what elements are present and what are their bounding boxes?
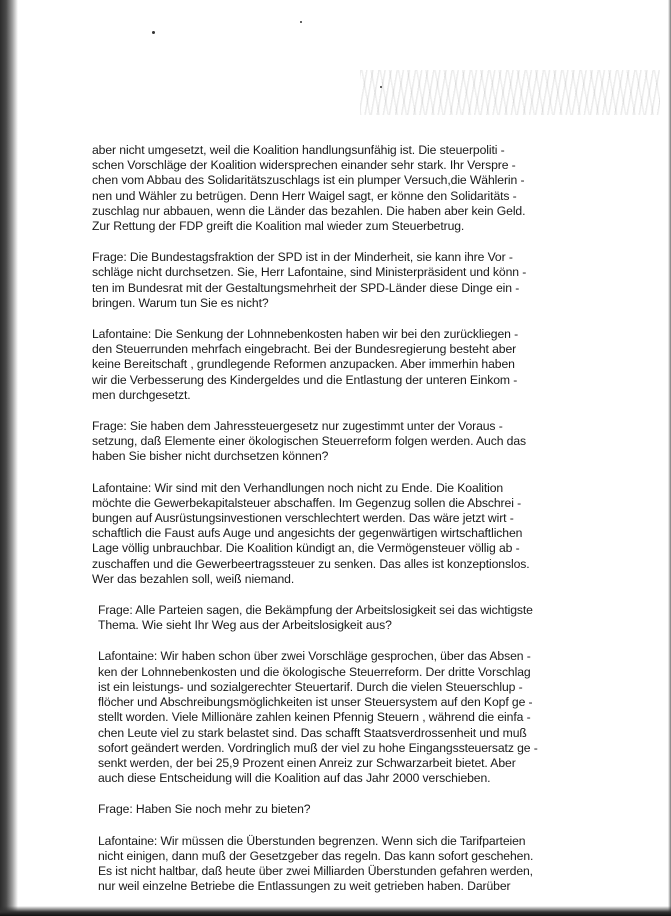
text-line: Lage völlig unbrauchbar. Die Koalition kündigt an, die Vermögensteuer völlig ab - xyxy=(92,541,520,556)
text-line: ken der Lohnnebenkosten und die ökologische Steuerreform. Der dritte Vorschlag xyxy=(98,664,531,679)
paragraph xyxy=(98,834,547,895)
text-line: bringen. Warum tun Sie es nicht? xyxy=(92,295,269,310)
paragraph xyxy=(98,802,547,817)
text-line: schläge nicht durchsetzen. Sie, Herr Lafontaine, sind Ministerpräsident und könn - xyxy=(92,265,527,280)
text-line: stellt worden. Viele Millionäre zahlen keinen Pfennig Steuern , während die einfa - xyxy=(98,710,531,725)
document-body xyxy=(92,143,547,894)
text-line: nicht einigen, dann muß der Gesetzgeber das regeln. Das kann sofort geschehen. xyxy=(98,848,534,863)
paragraph xyxy=(98,649,547,786)
text-line: möchte die Gewerbekapitalsteuer abschaffen. Im Gegenzug sollen die Abschrei - xyxy=(92,495,522,510)
scan-left-shadow xyxy=(0,0,18,916)
text-line: Frage: Alle Parteien sagen, die Bekämpfung der Arbeitslosigkeit sei das wichtigste xyxy=(98,603,533,618)
text-line: Thema. Wie sieht Ihr Weg aus der Arbeitslosigkeit aus? xyxy=(98,618,392,633)
text-line: haben Sie bisher nicht durchsetzen können? xyxy=(92,449,329,464)
text-line: aber nicht umgesetzt, weil die Koalition handlungsunfähig ist. Die steuerpoliti - xyxy=(92,143,505,157)
text-line: setzung, daß Elemente einer ökologischen Steuerreform folgen werden. Auch das xyxy=(92,434,527,449)
text-line: zuschaffen und die Gewerbeertragssteuer zu senken. Das alles ist konzeptionslos. xyxy=(92,556,530,571)
text-line: zuschlag nur abbauen, wenn die Länder das bezahlen. Die haben aber kein Geld. xyxy=(92,203,526,218)
text-line: men durchgesetzt. xyxy=(92,387,191,402)
text-line: Wer das bezahlen soll, weiß niemand. xyxy=(92,571,295,586)
paragraph xyxy=(92,327,547,403)
paragraph xyxy=(92,143,547,234)
text-line: Lafontaine: Wir müssen die Überstunden begrenzen. Wenn sich die Tarifparteien xyxy=(98,833,526,848)
text-line: Lafontaine: Die Senkung der Lohnnebenkosten haben wir bei den zurückliegen - xyxy=(92,327,519,342)
text-line: schaftlich die Faust aufs Auge und angesichts der gegenwärtigen wirtschaftlichen xyxy=(92,526,523,541)
text-line: keine Bereitschaft , grundlegende Reformen anzupacken. Aber immerhin haben xyxy=(92,357,515,372)
text-line: Lafontaine: Wir haben schon über zwei Vorschläge gesprochen, über das Absen - xyxy=(98,649,531,664)
text-line: sofort geändert werden. Vordringlich muß der viel zu hohe Eingangssteuersatz ge - xyxy=(98,740,538,755)
text-line: Frage: Sie haben dem Jahressteuergesetz nur zugestimmt unter der Voraus - xyxy=(92,419,503,434)
paragraph xyxy=(98,603,547,633)
scan-speck xyxy=(380,86,382,88)
text-line: bungen auf Ausrüstungsinvestionen verschlechtert werden. Das wäre jetzt wirt - xyxy=(92,511,514,526)
text-line: wir die Verbesserung des Kindergeldes und die Entlastung der unteren Einkom - xyxy=(92,372,518,387)
text-line: chen vom Abbau des Solidaritätszuschlags ist ein plumper Versuch,die Wählerin - xyxy=(92,173,525,188)
text-line: auch diese Entscheidung will die Koalition auf das Jahr 2000 verschieben. xyxy=(98,771,491,786)
scan-speck xyxy=(152,31,155,34)
text-line: ten im Bundesrat mit der Gestaltungsmehrheit der SPD-Länder diese Dinge ein - xyxy=(92,280,520,295)
text-line: Frage: Die Bundestagsfraktion der SPD ist in der Minderheit, sie kann ihre Vor - xyxy=(92,250,513,265)
text-line: ist ein leistungs- und sozialgerechter Steuertarif. Durch die vielen Steuerschlup - xyxy=(98,679,523,694)
scan-bottom-shadow xyxy=(0,906,671,916)
text-line: den Steuerrunden mehrfach eingebracht. Bei der Bundesregierung besteht aber xyxy=(92,342,517,357)
text-line: flöcher und Abschreibungsmöglichkeiten ist unser Steuersystem auf den Kopf ge - xyxy=(98,695,533,710)
text-line: Zur Rettung der FDP greift die Koalition mal wieder zum Steuerbetrug. xyxy=(92,219,465,234)
text-line: senkt werden, der bei 25,9 Prozent einen Anreiz zur Schwarzarbeit bietet. Aber xyxy=(98,755,516,770)
paragraph xyxy=(92,419,547,465)
scan-noise xyxy=(360,70,660,115)
text-line: Es ist nicht haltbar, daß heute über zwei Milliarden Überstunden gefahren werden, xyxy=(98,863,533,878)
text-line: chen Leute viel zu stark belastet sind. Das schafft Staatsverdrossenheit und muß xyxy=(98,725,527,740)
paragraph xyxy=(92,250,547,311)
text-line: nen und Wähler zu betrügen. Denn Herr Waigel sagt, er könne den Solidaritäts - xyxy=(92,188,517,203)
scan-speck xyxy=(300,21,302,23)
text-line: nur weil einzelne Betriebe die Entlassungen zu weit getrieben haben. Darüber xyxy=(98,879,511,894)
text-line: schen Vorschläge der Koalition widersprechen einander sehr stark. Ihr Verspre - xyxy=(92,158,516,173)
paragraph xyxy=(92,481,547,587)
text-line: Lafontaine: Wir sind mit den Verhandlungen noch nicht zu Ende. Die Koalition xyxy=(92,480,504,495)
text-line: Frage: Haben Sie noch mehr zu bieten? xyxy=(98,802,311,817)
